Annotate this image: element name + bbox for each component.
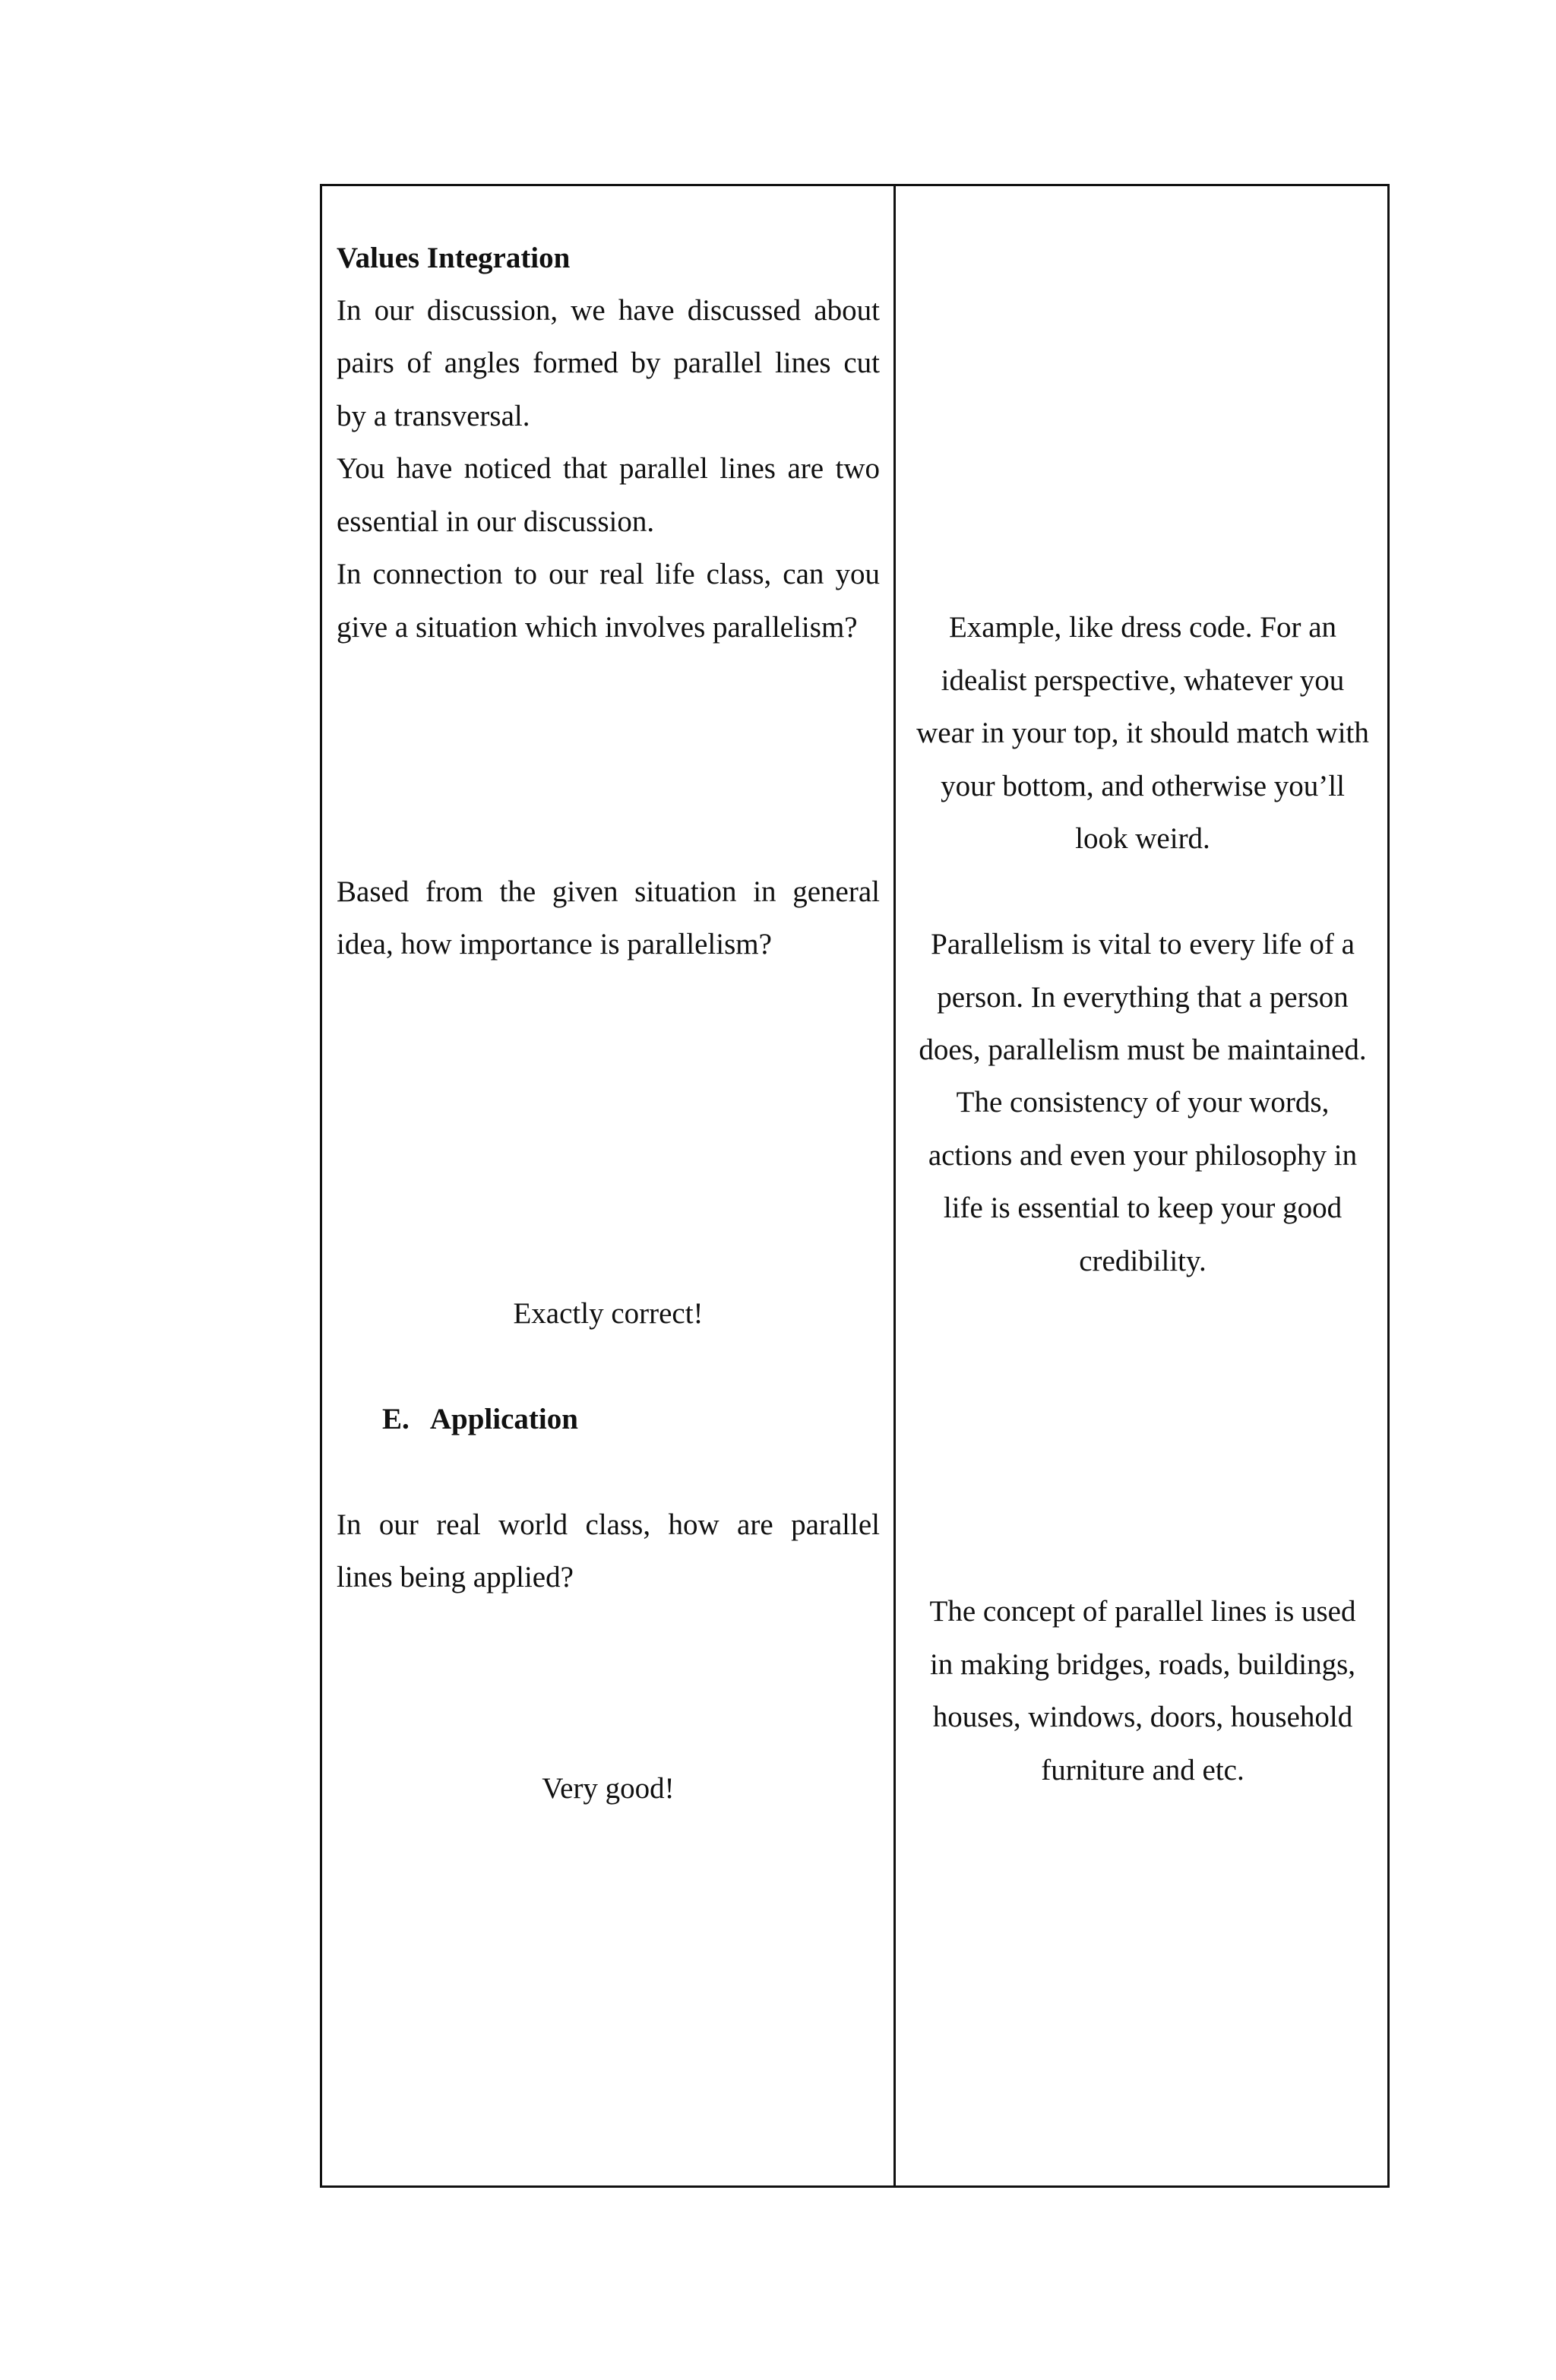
values-line-1: In our discussion, we have discussed about [337,294,880,327]
answer2-line-3: does, parallelism must be maintained. [919,1033,1367,1066]
values-line-2: pairs of angles formed by parallel lines cut [337,347,880,379]
answer2-line-7: credibility. [1079,1245,1207,1277]
values-line-6: In connection to our real life class, can you [337,558,880,590]
feedback-exactly-correct: Exactly correct! [513,1297,704,1330]
answer2-line-2: person. In everything that a person [937,981,1349,1014]
answer1-line-4: your bottom, and otherwise you’ll [941,770,1345,802]
answer3-line-4: furniture and etc. [1041,1754,1244,1787]
values-line-7: give a situation which involves parallelism? [337,611,858,644]
feedback-very-good: Very good! [542,1772,675,1805]
answer2-line-5: actions and even your philosophy in [928,1139,1358,1172]
answer2-line-1: Parallelism is vital to every life of a [931,928,1355,961]
answer1-line-2: idealist perspective, whatever you [941,664,1345,697]
answer2-line-4: The consistency of your words, [956,1086,1330,1119]
answer3-line-3: houses, windows, doors, household [932,1701,1353,1733]
question3-line-1: In our real world class, how are parallel [337,1508,880,1541]
application-heading: E. Application [382,1403,578,1435]
answer3-line-1: The concept of parallel lines is used [929,1595,1356,1628]
lesson-table [320,184,1390,2188]
values-line-4: You have noticed that parallel lines are two [337,452,880,485]
values-integration-heading: Values Integration [337,242,571,274]
answer1-line-5: look weird. [1075,822,1210,855]
question3-line-2: lines being applied? [337,1561,574,1594]
answer3-line-2: in making bridges, roads, buildings, [929,1648,1356,1681]
answer2-line-6: life is essential to keep your good [943,1192,1343,1224]
values-line-5: essential in our discussion. [337,505,655,538]
answer1-line-3: wear in your top, it should match with [916,717,1369,749]
question2-line-1: Based from the given situation in general [337,875,880,908]
values-line-3: by a transversal. [337,400,530,432]
question2-line-2: idea, how importance is parallelism? [337,928,772,961]
answer1-line-1: Example, like dress code. For an [948,611,1337,644]
